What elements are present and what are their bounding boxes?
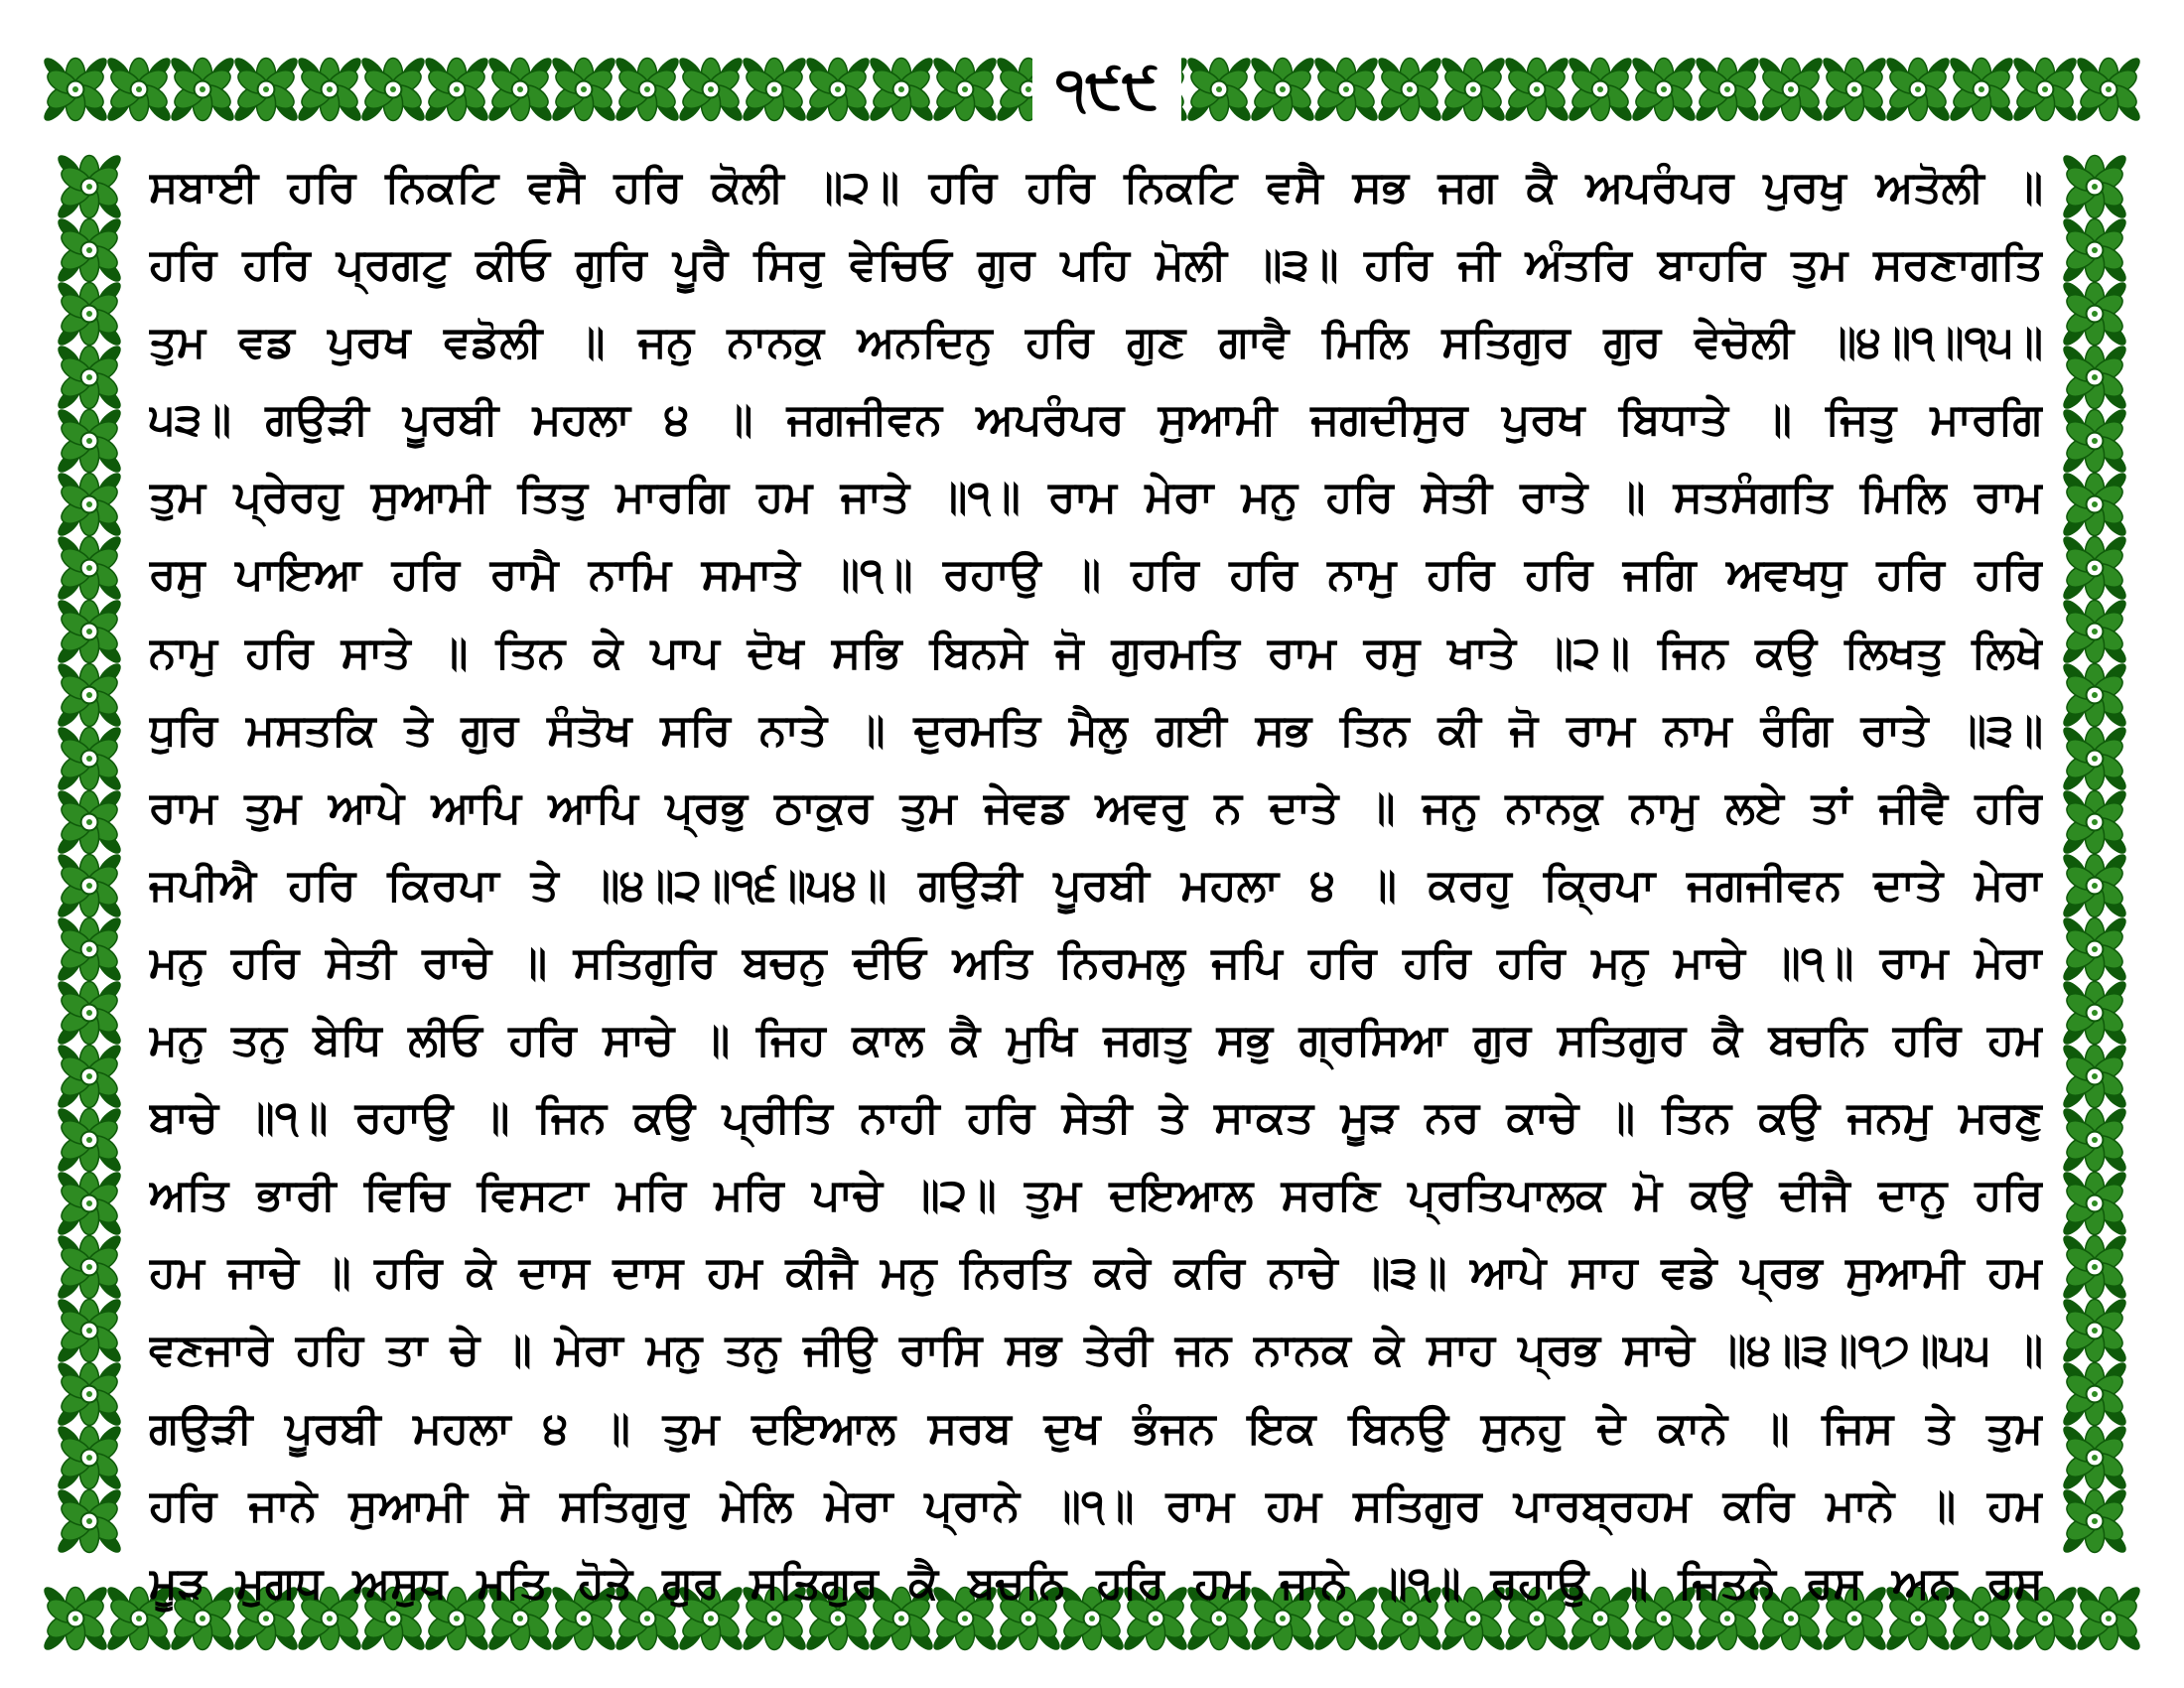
flower-ornament-icon xyxy=(55,279,125,350)
text-line-12: ਮਨੁ ਤਨੁ ਬੇਧਿ ਲੀਓ ਹਰਿ ਸਾਚੇ ॥ ਜਿਹ ਕਾਲ ਕੈ ਮੁਖਿ ਜਗਤੁ ਸਭੁ ਗ੍ਰਸਿਆ ਗੁਰ ਸਤਿਗੁਰ ਕੈ ਬਚਨਿ ਹਰਿ ਹਮ xyxy=(149,1015,2043,1066)
text-line-4: ੫੩॥ ਗਉੜੀ ਪੂਰਬੀ ਮਹਲਾ ੪ ॥ ਜਗਜੀਵਨ ਅਪਰੰਪਰ ਸੁਆਮੀ ਜਗਦੀਸੁਰ ਪੁਰਖ ਬਿਧਾਤੇ ॥ ਜਿਤੁ ਮਾਰਗਿ xyxy=(149,394,2043,446)
flower-ornament-icon xyxy=(55,1359,125,1430)
text-line-14: ਅਤਿ ਭਾਰੀ ਵਿਚਿ ਵਿਸਟਾ ਮਰਿ ਮਰਿ ਪਾਚੇ ॥੨॥ ਤੁਮ ਦਇਆਲ ਸਰਣਿ ਪ੍ਰਤਿਪਾਲਕ ਮੋ ਕਉ ਦੀਜੈ ਦਾਨੁ ਹਰਿ xyxy=(149,1170,2043,1221)
flower-ornament-icon xyxy=(55,533,125,604)
flower-ornament-icon xyxy=(2060,1359,2130,1430)
page-number-plate xyxy=(1032,48,1181,131)
flower-ornament-icon xyxy=(2060,215,2130,286)
flower-ornament-icon xyxy=(2060,1423,2130,1493)
flower-ornament-icon xyxy=(1947,55,2017,125)
gurbani-text-body xyxy=(149,149,2043,1609)
flower-ornament-icon xyxy=(2074,55,2144,125)
flower-ornament-icon xyxy=(485,55,556,125)
flower-ornament-icon xyxy=(1375,55,1445,125)
flower-ornament-icon xyxy=(1820,55,1890,125)
flower-ornament-icon xyxy=(2074,1584,2144,1654)
flower-ornament-icon xyxy=(55,851,125,921)
flower-ornament-icon xyxy=(55,660,125,731)
flower-ornament-icon xyxy=(55,1105,125,1176)
flower-ornament-icon xyxy=(1756,55,1827,125)
flower-ornament-icon xyxy=(2060,343,2130,413)
flower-ornament-icon xyxy=(549,55,619,125)
text-line-15: ਹਮ ਜਾਚੇ ॥ ਹਰਿ ਕੇ ਦਾਸ ਦਾਸ ਹਮ ਕੀਜੈ ਮਨੁ ਨਿਰਤਿ ਕਰੇ ਕਰਿ ਨਾਚੇ ॥੩॥ ਆਪੇ ਸਾਹ ਵਡੇ ਪ੍ਰਭ ਸੁਆਮੀ ਹਮ xyxy=(149,1247,2043,1299)
flower-ornament-icon xyxy=(2060,1296,2130,1366)
text-line-6: ਰਸੁ ਪਾਇਆ ਹਰਿ ਰਾਮੈ ਨਾਮਿ ਸਮਾਤੇ ॥੧॥ ਰਹਾਉ ॥ ਹਰਿ ਹਰਿ ਨਾਮੁ ਹਰਿ ਹਰਿ ਜਗਿ ਅਵਖਧੁ ਹਰਿ ਹਰਿ xyxy=(149,549,2043,601)
flower-ornament-icon xyxy=(1438,55,1509,125)
text-line-13: ਬਾਚੇ ॥੧॥ ਰਹਾਉ ॥ ਜਿਨ ਕਉ ਪ੍ਰੀਤਿ ਨਾਹੀ ਹਰਿ ਸੇਤੀ ਤੇ ਸਾਕਤ ਮੂੜ ਨਰ ਕਾਚੇ ॥ ਤਿਨ ਕਉ ਜਨਮੁ ਮਰਣੁ xyxy=(149,1092,2043,1144)
flower-ornament-icon xyxy=(2060,1105,2130,1176)
flower-ornament-icon xyxy=(1693,55,1763,125)
text-line-9: ਰਾਮ ਤੁਮ ਆਪੇ ਆਪਿ ਆਪਿ ਪ੍ਰਭੁ ਠਾਕੁਰ ਤੁਮ ਜੇਵਡ ਅਵਰੁ ਨ ਦਾਤੇ ॥ ਜਨੁ ਨਾਨਕੁ ਨਾਮੁ ਲਏ ਤਾਂ ਜੀਵੈ ਹਰਿ xyxy=(149,781,2043,833)
flower-ornament-icon xyxy=(2060,470,2130,540)
flower-ornament-icon xyxy=(1566,55,1636,125)
text-line-5: ਤੁਮ ਪ੍ਰੇਰਹੁ ਸੁਆਮੀ ਤਿਤੁ ਮਾਰਗਿ ਹਮ ਜਾਤੇ ॥੧॥ ਰਾਮ ਮੇਰਾ ਮਨੁ ਹਰਿ ਸੇਤੀ ਰਾਤੇ ॥ ਸਤਸੰਗਤਿ ਮਿਲਿ ਰਾਮ xyxy=(149,472,2043,523)
flower-ornament-icon xyxy=(2060,152,2130,222)
flower-ornament-icon xyxy=(2060,978,2130,1049)
flower-ornament-icon xyxy=(1883,55,1954,125)
flower-ornament-icon xyxy=(2060,787,2130,858)
flower-ornament-icon xyxy=(1248,55,1318,125)
flower-ornament-icon xyxy=(1184,55,1255,125)
flower-ornament-icon xyxy=(55,1169,125,1239)
flower-ornament-icon xyxy=(55,470,125,540)
text-line-2: ਹਰਿ ਹਰਿ ਪ੍ਰਗਟੁ ਕੀਓ ਗੁਰਿ ਪੂਰੈ ਸਿਰੁ ਵੇਚਿਓ ਗੁਰ ਪਹਿ ਮੋਲੀ ॥੩॥ ਹਰਿ ਜੀ ਅੰਤਰਿ ਬਾਹਰਿ ਤੁਮ ਸਰਣਾਗਤਿ xyxy=(149,239,2043,291)
flower-ornament-icon xyxy=(55,406,125,477)
flower-ornament-icon xyxy=(930,55,1001,125)
flower-ornament-icon xyxy=(168,55,238,125)
flower-ornament-icon xyxy=(1502,55,1572,125)
flower-ornament-icon xyxy=(1311,55,1382,125)
flower-ornament-icon xyxy=(55,724,125,794)
flower-ornament-icon xyxy=(2060,914,2130,985)
flower-ornament-icon xyxy=(803,55,874,125)
flower-ornament-icon xyxy=(55,597,125,667)
flower-ornament-icon xyxy=(104,55,175,125)
text-line-3: ਤੁਮ ਵਡ ਪੁਰਖ ਵਡੋਲੀ ॥ ਜਨੁ ਨਾਨਕੁ ਅਨਦਿਨੁ ਹਰਿ ਗੁਣ ਗਾਵੈ ਮਿਲਿ ਸਤਿਗੁਰ ਗੁਰ ਵੇਚੋਲੀ ॥੪॥੧॥੧੫॥ xyxy=(149,317,2043,368)
flower-ornament-icon xyxy=(422,55,492,125)
text-line-17: ਗਉੜੀ ਪੂਰਬੀ ਮਹਲਾ ੪ ॥ ਤੁਮ ਦਇਆਲ ਸਰਬ ਦੁਖ ਭੰਜਨ ਇਕ ਬਿਨਉ ਸੁਨਹੁ ਦੇ ਕਾਨੇ ॥ ਜਿਸ ਤੇ ਤੁਮ xyxy=(149,1402,2043,1454)
flower-ornament-icon xyxy=(676,55,747,125)
flower-ornament-icon xyxy=(55,978,125,1049)
page-number: ੧੯੯ xyxy=(1055,57,1159,121)
flower-ornament-icon xyxy=(2060,851,2130,921)
flower-ornament-icon xyxy=(41,55,111,125)
flower-ornament-icon xyxy=(2060,406,2130,477)
flower-ornament-icon xyxy=(55,914,125,985)
flower-ornament-icon xyxy=(2060,1486,2130,1557)
flower-ornament-icon xyxy=(55,787,125,858)
text-line-19: ਮੂੜ ਮੁਗਧ ਅਸੁਧ ਮਤਿ ਹੋਤੇ ਗੁਰ ਸਤਿਗੁਰ ਕੈ ਬਚਨਿ ਹਰਿ ਹਮ ਜਾਨੇ ॥੧॥ ਰਹਾਉ ॥ ਜਿਤਨੇ ਰਸ ਅਨ ਰਸ xyxy=(149,1557,2043,1609)
flower-ornament-icon xyxy=(231,55,302,125)
flower-ornament-icon xyxy=(295,55,365,125)
flower-ornament-icon xyxy=(1629,55,1700,125)
flower-ornament-icon xyxy=(2060,279,2130,350)
flower-ornament-icon xyxy=(55,215,125,286)
flower-ornament-icon xyxy=(2060,1042,2130,1112)
text-line-10: ਜਪੀਐ ਹਰਿ ਕਿਰਪਾ ਤੇ ॥੪॥੨॥੧੬॥੫੪॥ ਗਉੜੀ ਪੂਰਬੀ ਮਹਲਾ ੪ ॥ ਕਰਹੁ ਕ੍ਰਿਪਾ ਜਗਜੀਵਨ ਦਾਤੇ ਮੇਰਾ xyxy=(149,859,2043,911)
flower-ornament-icon xyxy=(740,55,810,125)
flower-ornament-icon xyxy=(2060,597,2130,667)
text-line-8: ਧੁਰਿ ਮਸਤਕਿ ਤੇ ਗੁਰ ਸੰਤੋਖ ਸਰਿ ਨਾਤੇ ॥ ਦੁਰਮਤਿ ਮੈਲੁ ਗਈ ਸਭ ਤਿਨ ਕੀ ਜੋ ਰਾਮ ਨਾਮ ਰੰਗਿ ਰਾਤੇ ॥੩॥ xyxy=(149,704,2043,756)
flower-ornament-icon xyxy=(55,1296,125,1366)
flower-ornament-icon xyxy=(55,152,125,222)
flower-ornament-icon xyxy=(2060,660,2130,731)
flower-ornament-icon xyxy=(55,343,125,413)
text-line-11: ਮਨੁ ਹਰਿ ਸੇਤੀ ਰਾਚੇ ॥ ਸਤਿਗੁਰਿ ਬਚਨੁ ਦੀਓ ਅਤਿ ਨਿਰਮਲੁ ਜਪਿ ਹਰਿ ਹਰਿ ਹਰਿ ਮਨੁ ਮਾਚੇ ॥੧॥ ਰਾਮ ਮੇਰਾ xyxy=(149,936,2043,988)
flower-ornament-icon xyxy=(55,1042,125,1112)
flower-ornament-icon xyxy=(41,1584,111,1654)
floral-border-right xyxy=(2045,139,2144,1569)
flower-ornament-icon xyxy=(55,1232,125,1303)
floral-border-left xyxy=(40,139,139,1569)
text-line-7: ਨਾਮੁ ਹਰਿ ਸਾਤੇ ॥ ਤਿਨ ਕੇ ਪਾਪ ਦੋਖ ਸਭਿ ਬਿਨਸੇ ਜੋ ਗੁਰਮਤਿ ਰਾਮ ਰਸੁ ਖਾਤੇ ॥੨॥ ਜਿਨ ਕਉ ਲਿਖਤੁ ਲਿਖੇ xyxy=(149,627,2043,678)
flower-ornament-icon xyxy=(358,55,429,125)
text-line-18: ਹਰਿ ਜਾਨੇ ਸੁਆਮੀ ਸੋ ਸਤਿਗੁਰੁ ਮੇਲਿ ਮੇਰਾ ਪ੍ਰਾਨੇ ॥੧॥ ਰਾਮ ਹਮ ਸਤਿਗੁਰ ਪਾਰਬ੍ਰਹਮ ਕਰਿ ਮਾਨੇ ॥ ਹਮ xyxy=(149,1479,2043,1531)
flower-ornament-icon xyxy=(2010,55,2081,125)
flower-ornament-icon xyxy=(55,1486,125,1557)
flower-ornament-icon xyxy=(613,55,683,125)
flower-ornament-icon xyxy=(2060,1169,2130,1239)
flower-ornament-icon xyxy=(867,55,937,125)
flower-ornament-icon xyxy=(2060,533,2130,604)
flower-ornament-icon xyxy=(55,1423,125,1493)
flower-ornament-icon xyxy=(2060,724,2130,794)
flower-ornament-icon xyxy=(2060,1232,2130,1303)
text-line-16: ਵਣਜਾਰੇ ਹਹਿ ਤਾ ਚੇ ॥ ਮੇਰਾ ਮਨੁ ਤਨੁ ਜੀਉ ਰਾਸਿ ਸਭ ਤੇਰੀ ਜਨ ਨਾਨਕ ਕੇ ਸਾਹ ਪ੍ਰਭ ਸਾਚੇ ॥੪॥੩॥੧੭॥੫੫ ॥ xyxy=(149,1325,2043,1376)
text-line-1: ਸਬਾਈ ਹਰਿ ਨਿਕਟਿ ਵਸੈ ਹਰਿ ਕੋਲੀ ॥੨॥ ਹਰਿ ਹਰਿ ਨਿਕਟਿ ਵਸੈ ਸਭ ਜਗ ਕੈ ਅਪਰੰਪਰ ਪੁਰਖੁ ਅਤੋਲੀ ॥ xyxy=(149,162,2043,212)
